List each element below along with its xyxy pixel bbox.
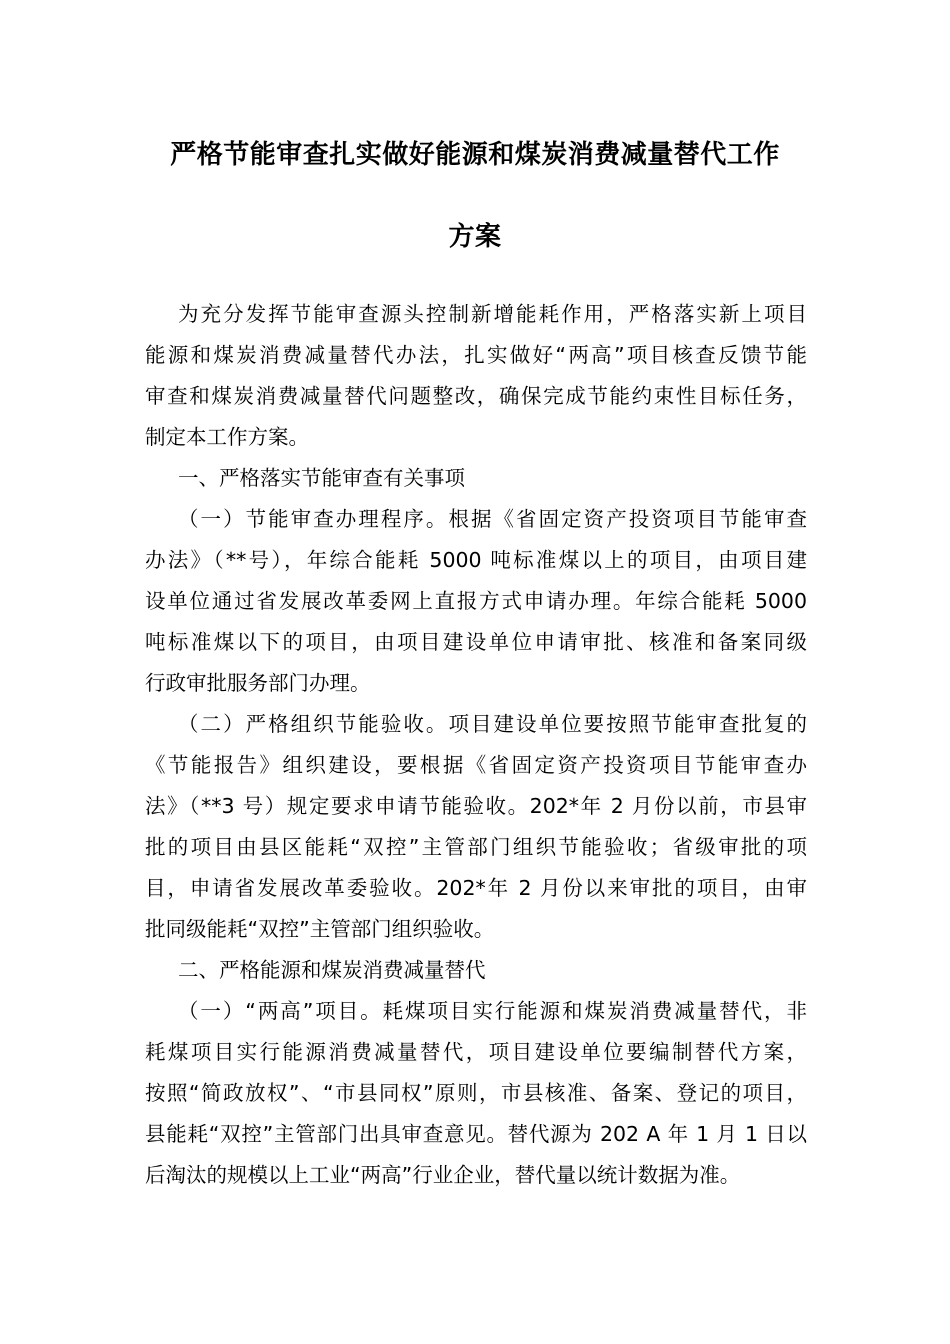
paragraph-line: 后淘汰的规模以上工业“两高”行业企业，替代量以统计数据为准。 xyxy=(145,1163,741,1187)
document-title-line-1: 严格节能审查扎实做好能源和煤炭消费减量替代工作 xyxy=(170,140,780,170)
paragraph-line: 行政审批服务部门办理。 xyxy=(145,671,371,695)
paragraph-line: 批的项目由县区能耗“双控”主管部门组织节能验收；省级审批的项 xyxy=(145,835,807,859)
paragraph-line: 耗煤项目实行能源消费减量替代，项目建设单位要编制替代方案， xyxy=(145,1040,807,1064)
paragraph-line: 县能耗“双控”主管部门出具审查意见。替代源为 202 A 年 1 月 1 日以 xyxy=(145,1122,807,1146)
section-heading: 一、严格落实节能审查有关事项 xyxy=(178,466,465,490)
paragraph-line: 目，申请省发展改革委验收。202*年 2 月份以来审批的项目，由审 xyxy=(145,876,807,900)
paragraph-line: 能源和煤炭消费减量替代办法，扎实做好“两高”项目核查反馈节能 xyxy=(145,343,807,367)
paragraph-line: 办法》（**号），年综合能耗 5000 吨标准煤以上的项目，由项目建 xyxy=(145,548,807,572)
paragraph-line: （一）节能审查办理程序。根据《省固定资产投资项目节能审查 xyxy=(178,507,807,531)
paragraph-line: 法》（**3 号）规定要求申请节能验收。202*年 2 月份以前，市县审 xyxy=(145,794,807,818)
paragraph-line: 审查和煤炭消费减量替代问题整改，确保完成节能约束性目标任务， xyxy=(145,384,807,408)
paragraph-line: 《节能报告》组织建设，要根据《省固定资产投资项目节能审查办 xyxy=(145,753,807,777)
paragraph-line: 设单位通过省发展改革委网上直报方式申请办理。年综合能耗 5000 xyxy=(145,589,807,613)
paragraph-line: 为充分发挥节能审查源头控制新增能耗作用，严格落实新上项目 xyxy=(178,302,807,326)
document-title-line-2: 方案 xyxy=(448,222,502,252)
paragraph-line: 批同级能耗“双控”主管部门组织验收。 xyxy=(145,917,495,941)
paragraph-line: 吨标准煤以下的项目，由项目建设单位申请审批、核准和备案同级 xyxy=(145,630,807,654)
paragraph-line: 制定本工作方案。 xyxy=(145,425,309,449)
paragraph-line: （二）严格组织节能验收。项目建设单位要按照节能审查批复的 xyxy=(178,712,807,736)
paragraph-line: 按照“简政放权”、“市县同权”原则，市县核准、备案、登记的项目， xyxy=(145,1081,807,1105)
section-heading: 二、严格能源和煤炭消费减量替代 xyxy=(178,958,486,982)
paragraph-line: （一）“两高”项目。耗煤项目实行能源和煤炭消费减量替代，非 xyxy=(178,999,807,1023)
